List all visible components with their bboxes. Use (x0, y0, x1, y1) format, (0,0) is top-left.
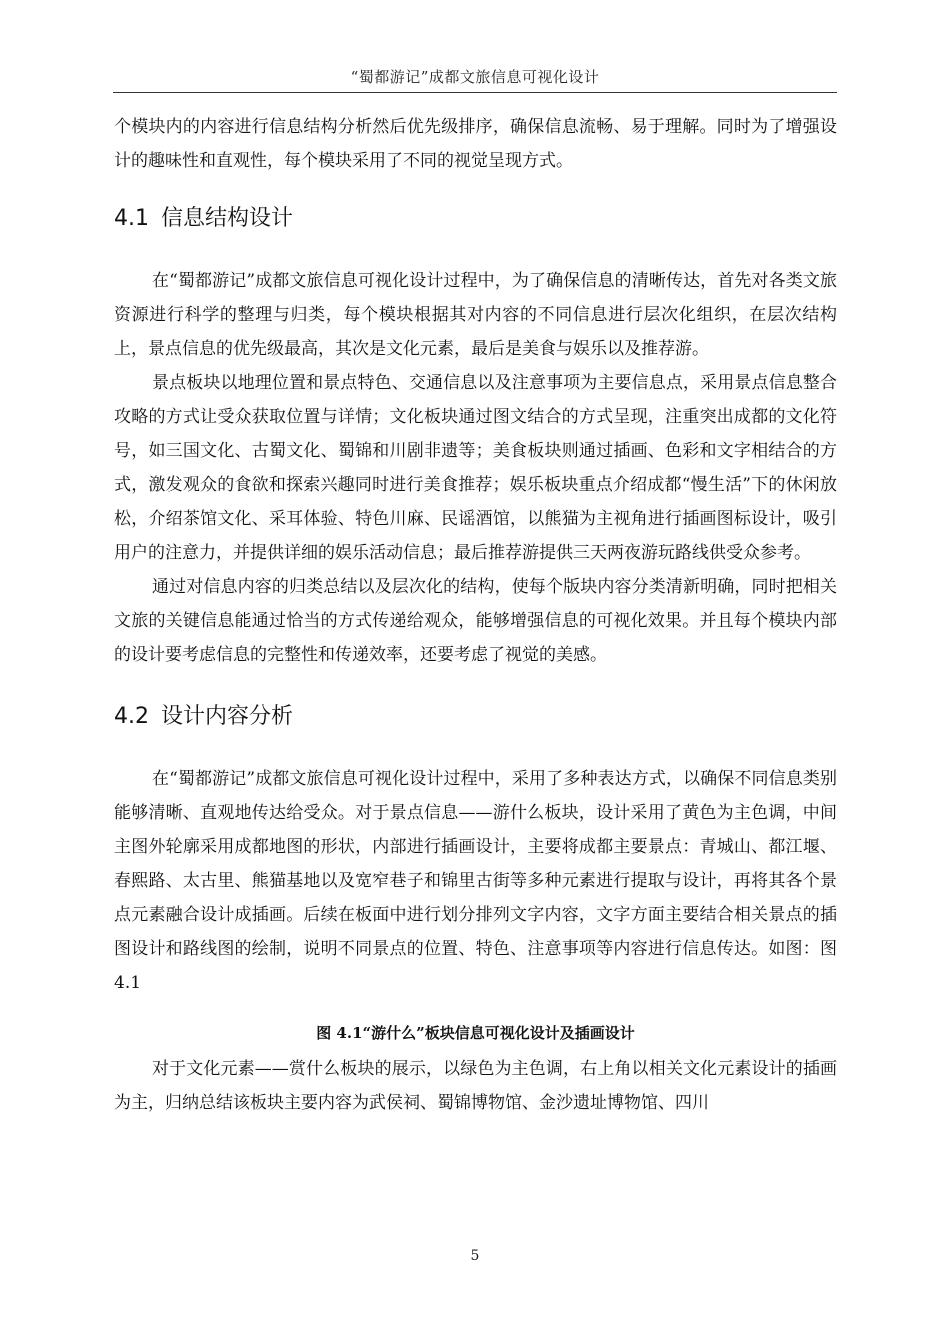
section-heading-4-2 (114, 702, 837, 732)
page-content (114, 110, 837, 1120)
section-number: 4.2 (114, 704, 149, 729)
intro-paragraph: 个模块内的内容进行信息结构分析然后优先级排序，确保信息流畅、易于理解。同时为了增强设计的趣味性和直观性，每个模块采用了不同的视觉呈现方式。 (114, 117, 837, 171)
section-number: 4.1 (114, 206, 149, 231)
figure-caption: 图 4.1“游什么”板块信息可视化设计及插画设计 (316, 1024, 635, 1042)
running-header: “蜀都游记”成都文旅信息可视化设计 (350, 68, 600, 86)
paragraph: 通过对信息内容的归类总结以及层次化的结构，使每个版块内容分类清新明确，同时把相关文旅的关键信息能通过恰当的方式传递给观众，能够增强信息的可视化效果。并且每个模块内部的设计要考虑信息的完整性和传递效率，还要考虑了视觉的美感。 (114, 577, 837, 665)
paragraph: 对于文化元素——赏什么板块的展示，以绿色为主色调，右上角以相关文化元素设计的插画为主，归纳总结该板块主要内容为武侯祠、蜀锦博物馆、金沙遗址博物馆、四川 (114, 1059, 837, 1113)
page-number: 5 (470, 1248, 480, 1264)
section-title: 信息结构设计 (161, 206, 294, 231)
section-heading-4-1 (114, 204, 837, 234)
header-rule (113, 92, 837, 93)
paragraph: 在“蜀都游记”成都文旅信息可视化设计过程中，采用了多种表达方式，以确保不同信息类别能够清晰、直观地传达给受众。对于景点信息——游什么板块，设计采用了黄色为主色调，中间主图外轮廓采用成都地图的形状，内部进行插画设计，主要将成都主要景点：青城山、都江堰、春熙路、太古里、熊猫基地以及宽窄巷子和锦里古街等多种元素进行提取与设计，再将其各个景点元素融合设计成插画。后续在板面中进行划分排列文字内容，文字方面主要结合相关景点的插图设计和路线图的绘制，说明不同景点的位置、特色、注意事项等内容进行信息传达。如图：图 4.1 (114, 769, 837, 993)
paragraph: 景点板块以地理位置和景点特色、交通信息以及注意事项为主要信息点，采用景点信息整合攻略的方式让受众获取位置与详情；文化板块通过图文结合的方式呈现，注重突出成都的文化符号，如三国文化、古蜀文化、蜀锦和川剧非遗等；美食板块则通过插画、色彩和文字相结合的方式，激发观众的食欲和探索兴趣同时进行美食推荐；娱乐板块重点介绍成都“慢生活”下的休闲放松，介绍茶馆文化、采耳体验、特色川麻、民谣酒馆，以熊猫为主视角进行插画图标设计，吸引用户的注意力，并提供详细的娱乐活动信息；最后推荐游提供三天两夜游玩路线供受众参考。 (114, 373, 837, 563)
paragraph: 在“蜀都游记”成都文旅信息可视化设计过程中，为了确保信息的清晰传达，首先对各类文旅资源进行科学的整理与归类，每个模块根据其对内容的不同信息进行层次化组织，在层次结构上，景点信息的优先级最高，其次是文化元素，最后是美食与娱乐以及推荐游。 (114, 271, 837, 359)
section-title: 设计内容分析 (161, 704, 294, 729)
